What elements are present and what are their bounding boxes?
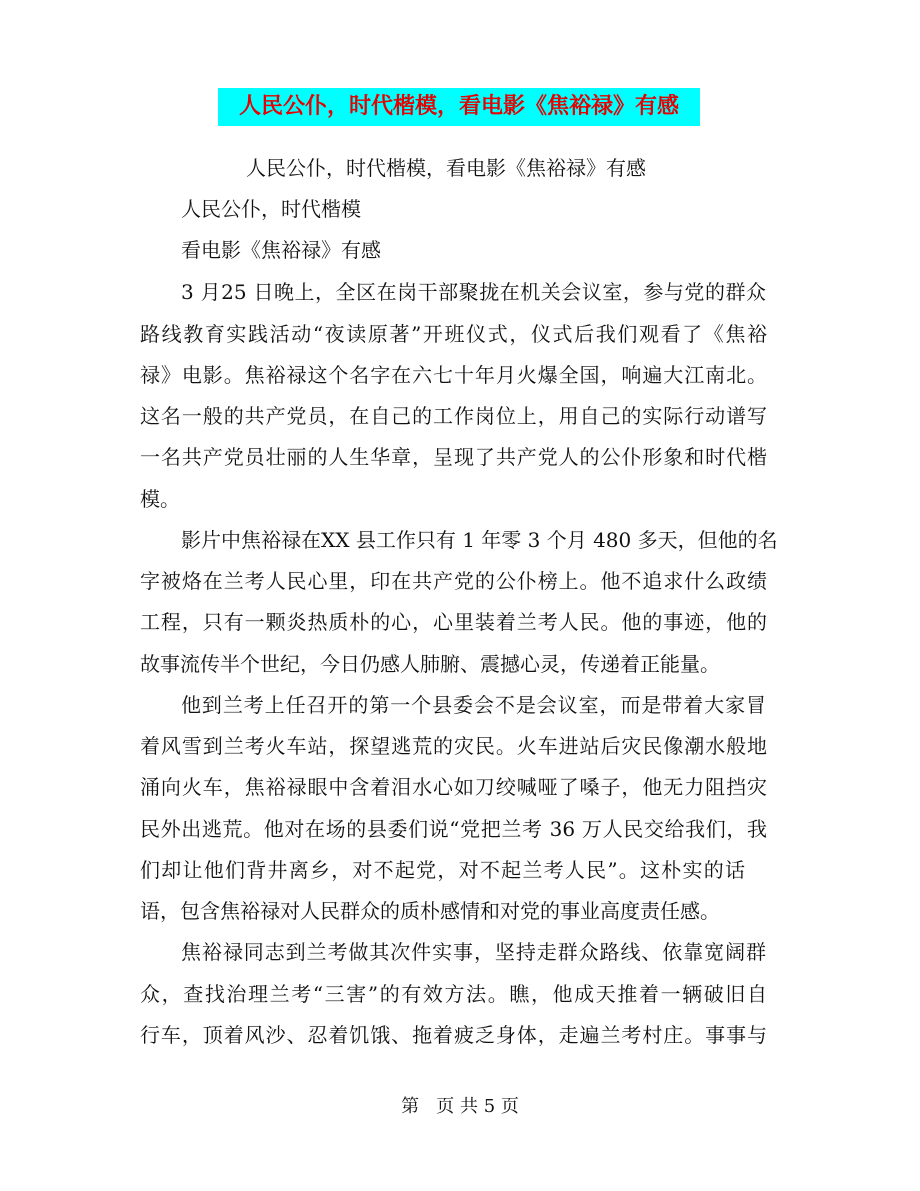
banner-title: 人民公仆，时代楷模，看电影《焦裕禄》有感: [238, 94, 679, 119]
title-banner: [218, 88, 700, 126]
paragraph-line: 涌向火车，焦裕禄眼中含着泪水心如刀绞喊哑了嗓子，他无力阻挡灾: [140, 775, 767, 799]
paragraph-line: 行车，顶着风沙、忍着饥饿、拖着疲乏身体，走遍兰考村庄。事事与: [140, 1023, 767, 1047]
paragraph-line: 故事流传半个世纪，今日仍感人肺腑、震撼心灵，传递着正能量。: [140, 652, 720, 676]
paragraph-line: 焦裕禄同志到兰考做其次件实事，坚持走群众路线、依靠宽阔群: [181, 940, 766, 964]
paragraph-line: 们却让他们背井离乡，对不起党，对不起兰考人民”。这朴实的话: [140, 858, 745, 882]
heading-2: 看电影《焦裕禄》有感: [181, 238, 381, 262]
paragraph-line: 字被烙在兰考人民心里，印在共产党的公仆榜上。他不追求什么政绩: [140, 569, 767, 593]
paragraph-line: 一名共产党员壮丽的人生华章，呈现了共产党人的公仆形象和时代楷: [140, 445, 767, 469]
paragraph-line: 禄》电影。焦裕禄这个名字在六七十年月火爆全国，响遍大江南北。: [140, 363, 767, 387]
page-footer: 第 页 共 5 页: [401, 1096, 519, 1117]
paragraph-line: 工程，只有一颗炎热质朴的心，心里装着兰考人民。他的事迹，他的: [140, 610, 767, 634]
paragraph-line: 影片中焦裕禄在XX 县工作只有 1 年零 3 个月 480 多天，但他的名: [181, 528, 778, 552]
paragraph-line: 他到兰考上任召开的第一个县委会不是会议室，而是带着大家冒: [181, 693, 766, 717]
paragraph-line: 民外出逃荒。他对在场的县委们说“党把兰考 36 万人民交给我们，我: [140, 817, 767, 841]
heading-1: 人民公仆，时代楷模: [181, 197, 361, 221]
paragraph-line: 语，包含焦裕禄对人民群众的质朴感情和对党的事业高度责任感。: [140, 899, 720, 923]
paragraph-line: 众，查找治理兰考“三害”的有效方法。瞧，他成天推着一辆破旧自: [140, 982, 767, 1006]
paragraph-line: 模。: [140, 487, 180, 511]
paragraph-line: 这名一般的共产党员，在自己的工作岗位上，用自己的实际行动谱写: [140, 404, 767, 428]
paragraph-line: 3 月25 日晚上，全区在岗干部聚拢在机关会议室，参与党的群众: [181, 280, 766, 304]
document-subtitle: 人民公仆，时代楷模，看电影《焦裕禄》有感: [246, 156, 646, 180]
paragraph-line: 着风雪到兰考火车站，探望逃荒的灾民。火车进站后灾民像潮水般地: [140, 734, 767, 758]
paragraph-line: 路线教育实践活动“夜读原著”开班仪式，仪式后我们观看了《焦裕: [140, 322, 767, 346]
